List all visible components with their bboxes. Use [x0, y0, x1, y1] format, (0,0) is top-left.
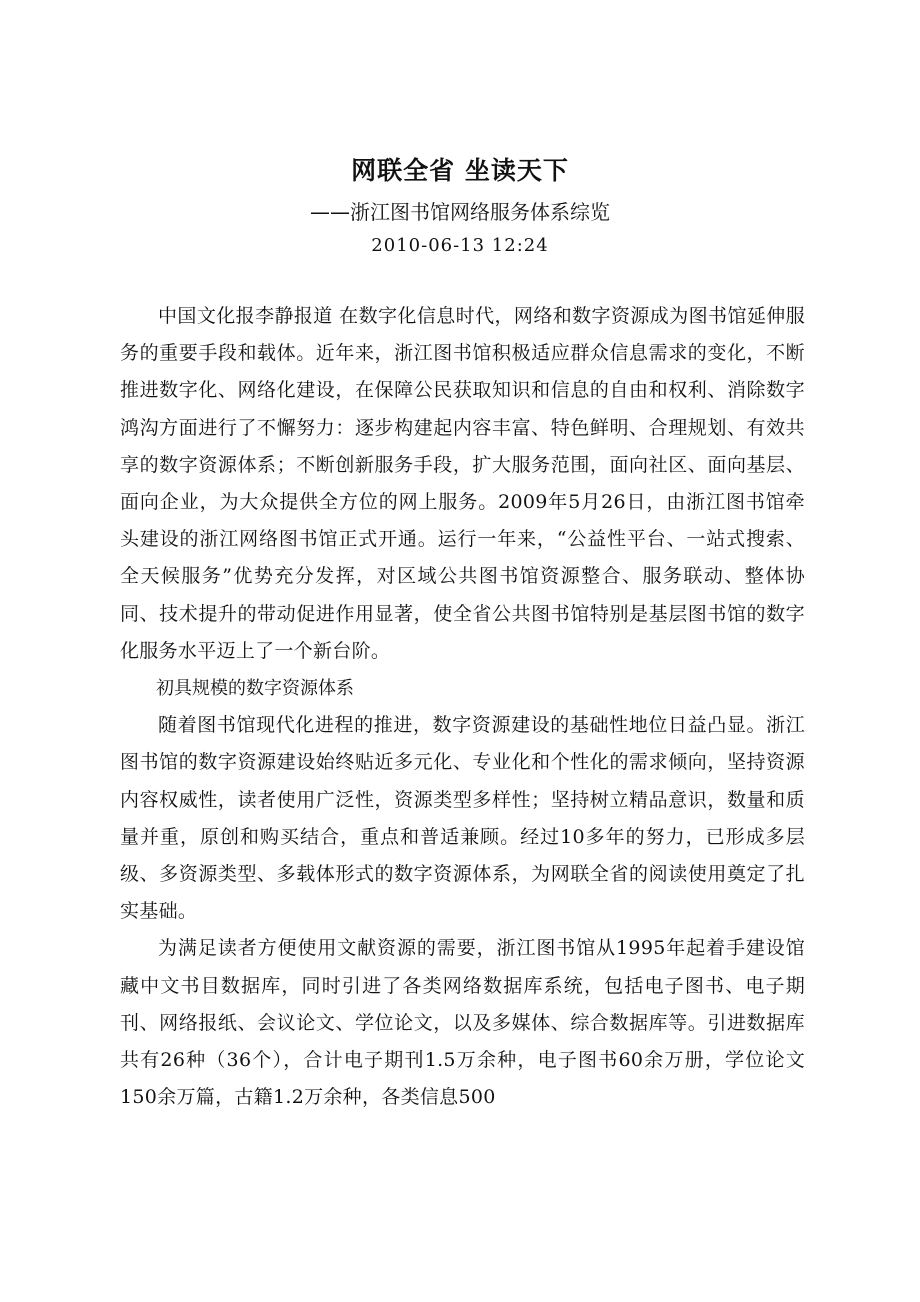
paragraph-intro: 中国文化报李静报道 在数字化信息时代，网络和数字资源成为图书馆延伸服务的重要手段和载体。近年来，浙江图书馆积极适应群众信息需求的变化，不断推进数字化、网络化建设，在保障公民获取知识和信息的自由和权利、消除数字鸿沟方面进行了不懈努力：逐步构建起内容丰富、特色鲜明、合理规划、有效共享的数字资源体系；不断创新服务手段，扩大服务范围，面向社区、面向基层、面向企业，为大众提供全方位的网上服务。2009年5月26日，由浙江图书馆牵头建设的浙江网络图书馆正式开通。运行一年来，“公益性平台、一站式搜索、全天候服务”优势充分发挥，对区域公共图书馆资源整合、服务联动、整体协同、技术提升的带动促进作用显著，使全省公共图书馆特别是基层图书馆的数字化服务水平迈上了一个新台阶。: [120, 305, 805, 662]
article-body: [120, 298, 805, 1116]
document-title: 网联全省 坐读天下: [351, 156, 569, 185]
paragraph-digital-resources: 随着图书馆现代化进程的推进，数字资源建设的基础性地位日益凸显。浙江图书馆的数字资源建设始终贴近多元化、专业化和个性化的需求倾向，坚持资源内容权威性，读者使用广泛性，资源类型多样性；坚持树立精品意识，数量和质量并重，原创和购买结合，重点和普适兼顾。经过10多年的努力，已形成多层级、多资源类型、多载体形式的数字资源体系，为网联全省的阅读使用奠定了扎实基础。: [120, 714, 805, 923]
paragraph-databases: 为满足读者方便使用文献资源的需要，浙江图书馆从1995年起着手建设馆藏中文书目数据库，同时引进了各类网络数据库系统，包括电子图书、电子期刊、网络报纸、会议论文、学位论文，以及多媒体、综合数据库等。引进数据库共有26种（36个），合计电子期刊1.5万余种，电子图书60余万册，学位论文150余万篇，古籍1.2万余种，各类信息500: [120, 937, 805, 1109]
publish-date: 2010-06-13 12:24: [371, 235, 549, 256]
document-subtitle: ——浙江图书馆网络服务体系综览: [310, 200, 610, 224]
section-heading: 初具规模的数字资源体系: [156, 678, 354, 700]
